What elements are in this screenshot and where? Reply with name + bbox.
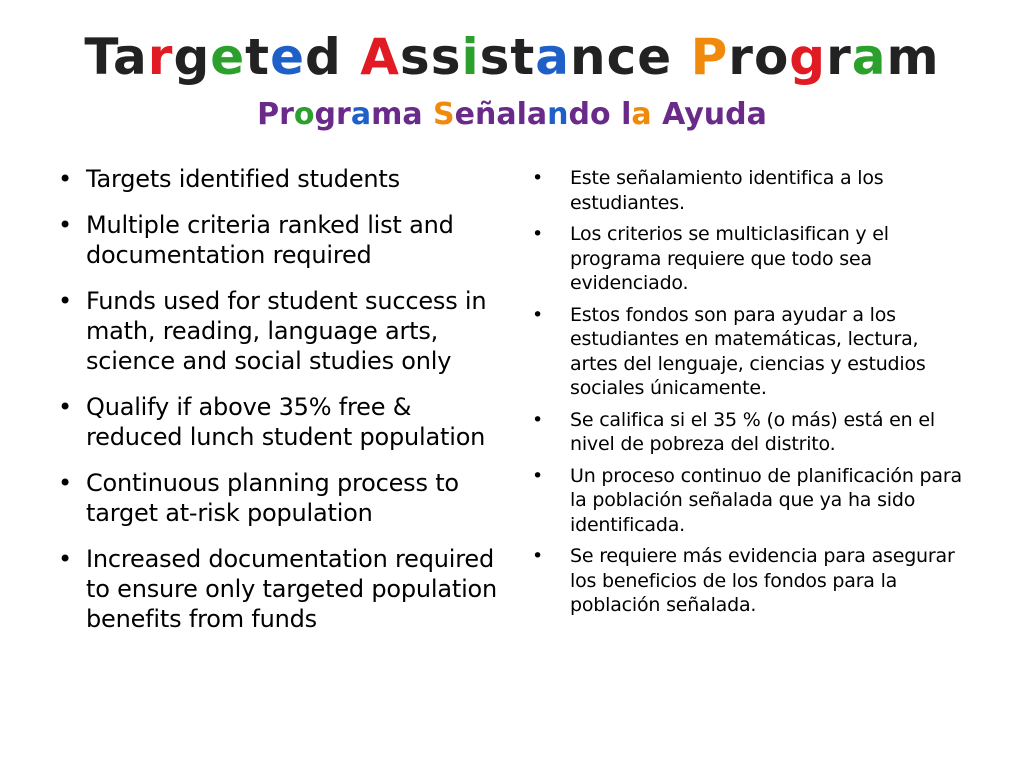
list-item: • Los criterios se multiclasifican y el programa requiere que todo sea evidenciado. xyxy=(530,222,970,296)
list-item: • Un proceso continuo de planificación para la población señalada que ya ha sido identificada. xyxy=(530,464,970,538)
list-item: • Qualify if above 35% free & reduced lunch student population xyxy=(58,392,504,452)
list-item: • Targets identified students xyxy=(58,164,504,194)
spanish-bullet-list xyxy=(530,166,970,625)
page-subtitle: Programa Señalando la Ayuda xyxy=(257,97,767,132)
list-item: • Funds used for student success in math, reading, language arts, science and social studies only xyxy=(58,286,504,376)
list-item: • Se requiere más evidencia para asegurar los beneficios de los fondos para la población señalada. xyxy=(530,544,970,618)
list-item: • Increased documentation required to ensure only targeted population benefits from funds xyxy=(58,544,504,634)
list-item: • Estos fondos son para ayudar a los estudiantes en matemáticas, lectura, artes del lenguaje, ciencias y estudios sociales únicamente. xyxy=(530,303,970,401)
list-item: • Continuous planning process to target at-risk population xyxy=(58,468,504,528)
page-title: Targeted Assistance Program xyxy=(84,28,940,86)
english-bullet-list xyxy=(58,164,504,650)
list-item: • Este señalamiento identifica a los estudiantes. xyxy=(530,166,970,215)
list-item: • Multiple criteria ranked list and documentation required xyxy=(58,210,504,270)
list-item: • Se califica si el 35 % (o más) está en el nivel de pobreza del distrito. xyxy=(530,408,970,457)
